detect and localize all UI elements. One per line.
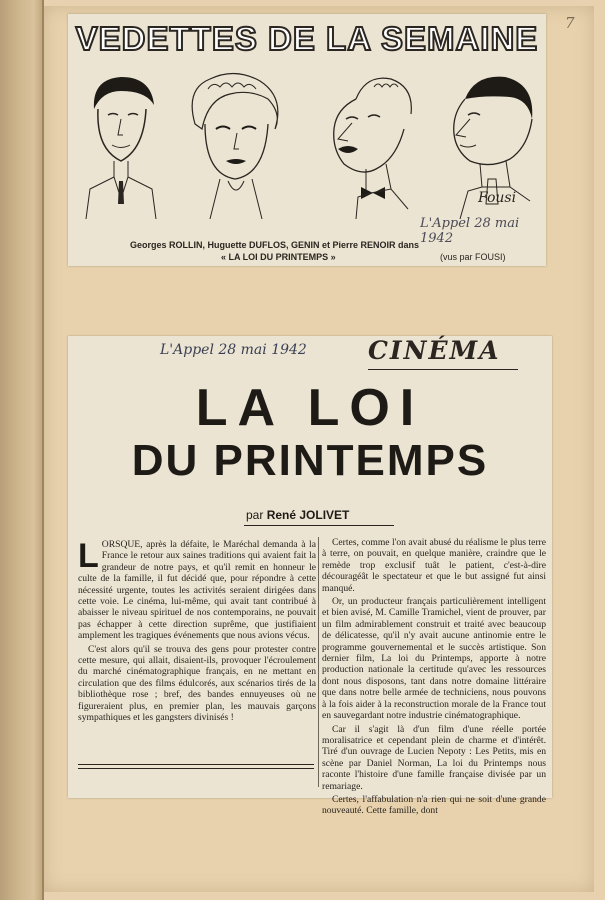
byline [246, 508, 349, 522]
byline-prefix: par [246, 508, 264, 522]
byline-rule [244, 525, 394, 526]
column-divider [318, 537, 319, 787]
album-spine [0, 0, 44, 900]
handwritten-date: L'Appel 28 mai 1942 [420, 216, 520, 246]
end-rule [78, 764, 314, 769]
vedettes-header: VEDETTES DE LA SEMAINE [75, 20, 539, 57]
paragraph: Certes, comme l'on avait abusé du réalisme le plus terre à terre, on pouvait, en quelque manière, craindre que le remède trop exclusif tuât le patient, c'est-à-dire découragéât le spectateur et que le but assigné fut ainsi manqué. [322, 537, 546, 594]
article-column-2 [322, 537, 546, 819]
paragraph-text: ORSQUE, après la défaite, le Maréchal demanda à la France le retour aux saines traditions qui avaient fait la grandeur de notre pays, et qu'il remit en honneur le culte de la famille, il fut décidé que, pour répondre à cette nécessité urgente, toutes les activités seraient dirigées dans cette voie. Le cinéma, lui-même, qui avait tant contribué à abaisser le niveau spirituel de nos contemporains, ne pouvait pas échapper à cette direction suprême, que justifiaient amplement les tragiques événements que nous avions vécus. [78, 539, 316, 642]
section-heading: CINÉMA [368, 336, 501, 365]
caricature-duflos [180, 69, 290, 219]
caricature-rollin [76, 69, 166, 219]
article-column-1 [78, 539, 316, 726]
page-number: 7 [565, 14, 575, 32]
caption-names: Georges ROLLIN, Huguette DUFLOS, GENIN et Pierre RENOIR dans [130, 240, 420, 250]
artist-signature: Fousi [478, 190, 517, 206]
paragraph: Car il s'agit là d'un film d'une réelle portée moralisatrice et cependant plein de charme et d'intérêt. Tiré d'un ouvrage de Lucien Nepoty : Les Petits, mis en scène par Daniel Norman, La loi du Printemps nous raconte l'histoire d'une famille française divisée par un remariage. [322, 723, 546, 792]
section-rule [368, 369, 518, 370]
paragraph: Certes, l'affabulation n'a rien qui ne soit d'une grande nouveauté. Cette famille, dont [322, 793, 546, 817]
caricature-genin [316, 69, 426, 219]
byline-author: René JOLIVET [266, 508, 350, 522]
clipping-vedettes [68, 14, 546, 266]
paragraph: Or, un producteur français particulièrement intelligent et bien avisé, M. Camille Tramichel, vient de prouver, par un film admirablement construit et traité avec beaucoup de délicatesse, qu'il n'y avait aucune antinomie entre le programme gouvernemental et le succès artistique. Son dernier film, La loi du Printemps, apporte à notre production nationale la certitude qu'avec les ressources dont nous disposons, tant dans notre domaine littéraire que dans notre belle armée de techniciens, nous pouvons à la fois aider à la reconstruction morale de la France tout en sauvegardant notre industrie cinématographique. [322, 596, 546, 722]
caption-credit: (vus par FOUSI) [440, 252, 506, 262]
drop-cap: L [78, 537, 99, 575]
paragraph [78, 539, 316, 642]
handwritten-date: L'Appel 28 mai 1942 [160, 342, 307, 358]
paragraph: C'est alors qu'il se trouva des gens pour protester contre cette mesure, qui allait, disaient-ils, provoquer l'écroulement du marché cinématographique français, en ne mettant en circulation que des films édulcorés, aux scénarios tirés de la bibliothèque rose ; bref, des bandes ennuyeuses où ne figureraient plus, en premier plan, les mauvais garçons sympathiques et les gangsters divinisés ! [78, 643, 316, 724]
article-title-line1: LA LOI [195, 379, 425, 437]
clipping-article [68, 336, 552, 817]
caption-film-title: « LA LOI DU PRINTEMPS » [221, 252, 336, 262]
article-title-line2: DU PRINTEMPS [131, 436, 489, 485]
